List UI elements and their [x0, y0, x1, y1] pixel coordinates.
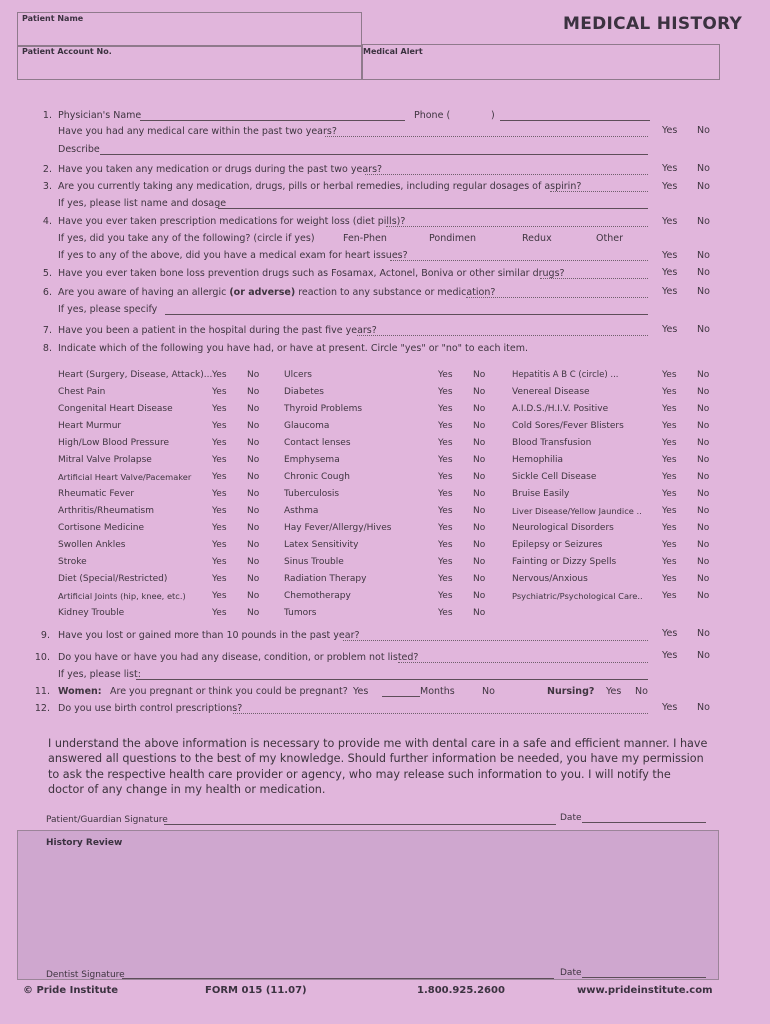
q12-yes[interactable]: Yes [662, 702, 678, 713]
q7-text: Have you been a patient in the hospital during the past five years? [58, 325, 377, 336]
condition-no[interactable]: No [697, 506, 710, 516]
q6-number: 6. [42, 287, 52, 298]
q9-text: Have you lost or gained more than 10 pounds in the past year? [58, 630, 360, 641]
condition-no[interactable]: No [473, 557, 486, 567]
condition-label: Nervous/Anxious [512, 574, 588, 584]
q1-describe-label: Describe [58, 144, 100, 155]
condition-yes[interactable]: Yes [212, 557, 227, 567]
condition-yes[interactable]: Yes [438, 489, 453, 499]
condition-yes[interactable]: Yes [662, 404, 677, 414]
q5-leader [540, 278, 648, 279]
q3-sub: If yes, please list name and dosage [58, 198, 227, 209]
condition-yes[interactable]: Yes [438, 472, 453, 482]
condition-no[interactable]: No [697, 438, 710, 448]
condition-yes[interactable]: Yes [212, 489, 227, 499]
condition-no[interactable]: No [697, 489, 710, 499]
q7-leader [357, 335, 648, 336]
condition-no[interactable]: No [473, 608, 486, 618]
q4-no[interactable]: No [697, 216, 710, 227]
condition-no[interactable]: No [247, 472, 260, 482]
condition-yes[interactable]: Yes [662, 523, 677, 533]
q4-text: Have you ever taken prescription medications for weight loss (diet pills)? [58, 216, 406, 227]
condition-label: Heart (Surgery, Disease, Attack)... [58, 370, 213, 380]
q9-no[interactable]: No [697, 628, 710, 639]
consent-paragraph: I understand the above information is necessary to provide me with dental care in a safe and efficient manner. I have answered all questions to the best of my knowledge. Should further information be needed, you have my permission to ask the respective health care provider or agency, who may release such information to you. I will notify the doctor of any change in my health or medication. [48, 737, 708, 797]
condition-yes[interactable]: Yes [438, 387, 453, 397]
condition-no[interactable]: No [473, 489, 486, 499]
condition-no[interactable]: No [473, 455, 486, 465]
condition-label: Sickle Cell Disease [512, 472, 597, 482]
condition-yes[interactable]: Yes [438, 421, 453, 431]
q8-number: 8. [42, 343, 52, 354]
condition-no[interactable]: No [473, 574, 486, 584]
footer-brand: © Pride Institute [23, 985, 119, 996]
q10-leader [398, 662, 648, 663]
form-title: MEDICAL HISTORY [563, 14, 743, 34]
review-date-field[interactable] [582, 977, 706, 978]
condition-label: Venereal Disease [512, 387, 590, 397]
condition-label: Blood Transfusion [512, 438, 592, 448]
q5-yes[interactable]: Yes [662, 267, 678, 278]
q4-option-other[interactable]: Other [596, 233, 623, 244]
patient-account-label: Patient Account No. [22, 47, 112, 56]
condition-label: Tuberculosis [284, 489, 340, 499]
q1-text: Have you had any medical care within the past two years? [58, 126, 337, 137]
q2-yes[interactable]: Yes [662, 163, 678, 174]
condition-no[interactable]: No [247, 557, 260, 567]
condition-yes[interactable]: Yes [212, 421, 227, 431]
condition-no[interactable]: No [247, 455, 260, 465]
q6-specify-field[interactable] [165, 314, 648, 315]
condition-label: Sinus Trouble [284, 557, 344, 567]
q11-no[interactable]: No [482, 686, 495, 697]
q1-leader [325, 136, 648, 137]
history-review-box[interactable] [17, 830, 719, 980]
condition-yes[interactable]: Yes [662, 438, 677, 448]
condition-yes[interactable]: Yes [662, 540, 677, 550]
condition-yes[interactable]: Yes [438, 506, 453, 516]
condition-no[interactable]: No [473, 591, 486, 601]
condition-label: Liver Disease/Yellow Jaundice .. [512, 506, 642, 516]
condition-label: High/Low Blood Pressure [58, 438, 169, 448]
condition-yes[interactable]: Yes [438, 540, 453, 550]
condition-no[interactable]: No [697, 574, 710, 584]
q11-months-field[interactable] [382, 696, 420, 697]
q12-number: 12. [34, 703, 50, 714]
q11-nursing-yes[interactable]: Yes [606, 686, 622, 697]
condition-label: Psychiatric/Psychological Care.. [512, 591, 643, 601]
q2-text: Have you taken any medication or drugs during the past two years? [58, 164, 383, 175]
q5-no[interactable]: No [697, 267, 710, 278]
q10-list-field[interactable] [136, 679, 648, 680]
history-review-title: History Review [46, 838, 123, 848]
signature-field[interactable] [164, 824, 556, 825]
condition-no[interactable]: No [473, 523, 486, 533]
condition-label: A.I.D.S./H.I.V. Positive [512, 404, 609, 414]
date-field[interactable] [582, 822, 706, 823]
condition-no[interactable]: No [473, 506, 486, 516]
condition-label: Cold Sores/Fever Blisters [512, 421, 624, 431]
condition-label: Arthritis/Rheumatism [58, 506, 155, 516]
condition-yes[interactable]: Yes [212, 472, 227, 482]
q4-sub2-no[interactable]: No [697, 250, 710, 261]
q4-sub2-leader [390, 260, 648, 261]
q4-number: 4. [42, 216, 52, 227]
q4-option-pondimen[interactable]: Pondimen [429, 233, 477, 244]
condition-no[interactable]: No [247, 540, 260, 550]
condition-label: Swollen Ankles [58, 540, 126, 550]
condition-label: Tumors [284, 608, 317, 618]
condition-yes[interactable]: Yes [212, 523, 227, 533]
condition-yes[interactable]: Yes [662, 557, 677, 567]
q2-number: 2. [42, 164, 52, 175]
condition-label: Chest Pain [58, 387, 106, 397]
q11-nursing-no[interactable]: No [635, 686, 648, 697]
condition-yes[interactable]: Yes [662, 387, 677, 397]
q7-yes[interactable]: Yes [662, 324, 678, 335]
condition-no[interactable]: No [247, 523, 260, 533]
condition-no[interactable]: No [247, 591, 260, 601]
dentist-signature-field[interactable] [122, 978, 554, 979]
q3-no[interactable]: No [697, 181, 710, 192]
condition-yes[interactable]: Yes [662, 455, 677, 465]
q4-option-redux[interactable]: Redux [522, 233, 552, 244]
condition-no[interactable]: No [247, 404, 260, 414]
condition-no[interactable]: No [697, 370, 710, 380]
q8-text: Indicate which of the following you have had, or have at present. Circle "yes" or "no" to each item. [58, 343, 529, 354]
q6-no[interactable]: No [697, 286, 710, 297]
condition-yes[interactable]: Yes [212, 608, 227, 618]
condition-label: Ulcers [284, 370, 312, 380]
condition-label: Kidney Trouble [58, 608, 125, 618]
q5-number: 5. [42, 268, 52, 279]
q11-nursing: Nursing? [547, 686, 595, 697]
condition-no[interactable]: No [247, 608, 260, 618]
condition-no[interactable]: No [247, 370, 260, 380]
condition-label: Latex Sensitivity [284, 540, 359, 550]
q3-yes[interactable]: Yes [662, 181, 678, 192]
condition-yes[interactable]: Yes [662, 591, 677, 601]
condition-yes[interactable]: Yes [438, 557, 453, 567]
q3-text: Are you currently taking any medication, drugs, pills or herbal remedies, including regular dosages of aspirin? [58, 181, 582, 192]
condition-yes[interactable]: Yes [438, 591, 453, 601]
q10-number: 10. [34, 652, 50, 663]
condition-yes[interactable]: Yes [212, 370, 227, 380]
q11-text: Are you pregnant or think you could be pregnant? [110, 686, 348, 697]
condition-label: Chronic Cough [284, 472, 350, 482]
condition-no[interactable]: No [697, 421, 710, 431]
condition-yes[interactable]: Yes [662, 472, 677, 482]
condition-yes[interactable]: Yes [212, 455, 227, 465]
q4-option-fenphen[interactable]: Fen-Phen [343, 233, 387, 244]
condition-yes[interactable]: Yes [212, 506, 227, 516]
condition-no[interactable]: No [697, 404, 710, 414]
condition-yes[interactable]: Yes [212, 404, 227, 414]
dentist-signature-label: Dentist Signature [46, 970, 125, 980]
condition-yes[interactable]: Yes [438, 608, 453, 618]
q4-yes[interactable]: Yes [662, 216, 678, 227]
patient-name-label: Patient Name [22, 14, 84, 23]
q6-leader [466, 297, 648, 298]
q12-leader [233, 713, 648, 714]
condition-yes[interactable]: Yes [212, 540, 227, 550]
q10-no[interactable]: No [697, 650, 710, 661]
physician-name-field[interactable] [140, 120, 405, 121]
q4-sub2-yes[interactable]: Yes [662, 250, 678, 261]
condition-label: Cortisone Medicine [58, 523, 145, 533]
q7-no[interactable]: No [697, 324, 710, 335]
footer-phone: 1.800.925.2600 [417, 985, 505, 996]
q3-leader [550, 191, 648, 192]
q4-sub1: If yes, did you take any of the following? (circle if yes) [58, 233, 315, 244]
condition-label: Mitral Valve Prolapse [58, 455, 152, 465]
phone-label: Phone ( [414, 110, 451, 121]
condition-no[interactable]: No [473, 438, 486, 448]
q6-text: Are you aware of having an allergic (or adverse) reaction to any substance or medication? [58, 287, 496, 298]
condition-label: Neurological Disorders [512, 523, 614, 533]
signature-label: Patient/Guardian Signature [46, 815, 168, 825]
condition-label: Hepatitis A B C (circle) ... [512, 370, 619, 380]
q2-no[interactable]: No [697, 163, 710, 174]
condition-yes[interactable]: Yes [662, 506, 677, 516]
condition-yes[interactable]: Yes [438, 455, 453, 465]
condition-yes[interactable]: Yes [662, 489, 677, 499]
condition-label: Glaucoma [284, 421, 330, 431]
q12-no[interactable]: No [697, 702, 710, 713]
condition-no[interactable]: No [473, 421, 486, 431]
condition-yes[interactable]: Yes [212, 591, 227, 601]
q4-sub2: If yes to any of the above, did you have a medical exam for heart issues? [58, 250, 408, 261]
condition-yes[interactable]: Yes [438, 574, 453, 584]
q11-months: Months [420, 686, 455, 697]
review-date-label: Date [560, 968, 582, 978]
phone-field[interactable] [500, 120, 650, 121]
q3-number: 3. [42, 181, 52, 192]
footer-website: www.prideinstitute.com [577, 985, 713, 996]
q9-leader [343, 640, 648, 641]
condition-yes[interactable]: Yes [438, 438, 453, 448]
condition-yes[interactable]: Yes [212, 574, 227, 584]
condition-label: Fainting or Dizzy Spells [512, 557, 617, 567]
q9-number: 9. [40, 630, 50, 641]
condition-no[interactable]: No [247, 438, 260, 448]
q11-yes[interactable]: Yes [353, 686, 369, 697]
q9-yes[interactable]: Yes [662, 628, 678, 639]
condition-no[interactable]: No [247, 387, 260, 397]
q6-sub: If yes, please specify [58, 304, 158, 315]
condition-yes[interactable]: Yes [212, 387, 227, 397]
date-label: Date [560, 813, 582, 823]
condition-no[interactable]: No [473, 387, 486, 397]
condition-label: Stroke [58, 557, 87, 567]
condition-yes[interactable]: Yes [212, 438, 227, 448]
condition-label: Rheumatic Fever [58, 489, 135, 499]
q10-sub: If yes, please list: [58, 669, 141, 680]
condition-no[interactable]: No [697, 540, 710, 550]
condition-no[interactable]: No [473, 404, 486, 414]
medical-alert-label: Medical Alert [363, 47, 423, 56]
condition-no[interactable]: No [473, 370, 486, 380]
q11-women: Women: [58, 686, 102, 697]
condition-no[interactable]: No [697, 591, 710, 601]
condition-label: Emphysema [284, 455, 340, 465]
q11-number: 11. [34, 686, 50, 697]
q1-number: 1. [42, 110, 52, 121]
condition-no[interactable]: No [697, 557, 710, 567]
condition-yes[interactable]: Yes [438, 370, 453, 380]
q6-yes[interactable]: Yes [662, 286, 678, 297]
condition-label: Chemotherapy [284, 591, 351, 601]
condition-label: Thyroid Problems [284, 404, 363, 414]
condition-label: Radiation Therapy [284, 574, 367, 584]
footer-form-number: FORM 015 (11.07) [205, 985, 307, 996]
condition-no[interactable]: No [473, 472, 486, 482]
condition-no[interactable]: No [473, 540, 486, 550]
q10-yes[interactable]: Yes [662, 650, 678, 661]
q5-text: Have you ever taken bone loss prevention drugs such as Fosamax, Actonel, Boniva or other similar drugs? [58, 268, 565, 279]
q1-yes[interactable]: Yes [662, 125, 678, 136]
condition-yes[interactable]: Yes [662, 370, 677, 380]
physician-name-label: Physician's Name [58, 110, 142, 121]
condition-label: Bruise Easily [512, 489, 570, 499]
condition-label: Diet (Special/Restricted) [58, 574, 168, 584]
q1-no[interactable]: No [697, 125, 710, 136]
condition-no[interactable]: No [247, 574, 260, 584]
condition-no[interactable]: No [697, 387, 710, 397]
q10-text: Do you have or have you had any disease, condition, or problem not listed? [58, 652, 419, 663]
condition-yes[interactable]: Yes [438, 404, 453, 414]
condition-no[interactable]: No [247, 421, 260, 431]
condition-yes[interactable]: Yes [662, 574, 677, 584]
condition-no[interactable]: No [697, 455, 710, 465]
q7-number: 7. [42, 325, 52, 336]
condition-no[interactable]: No [697, 472, 710, 482]
condition-label: Asthma [284, 506, 319, 516]
condition-label: Hemophilia [512, 455, 564, 465]
phone-close: ) [491, 110, 495, 121]
condition-yes[interactable]: Yes [438, 523, 453, 533]
q12-text: Do you use birth control prescriptions? [58, 703, 243, 714]
condition-no[interactable]: No [247, 489, 260, 499]
condition-label: Epilepsy or Seizures [512, 540, 603, 550]
condition-label: Artificial Heart Valve/Pacemaker [58, 472, 192, 482]
condition-no[interactable]: No [697, 523, 710, 533]
condition-label: Contact lenses [284, 438, 351, 448]
q2-leader [365, 174, 648, 175]
q1-describe-field[interactable] [100, 154, 648, 155]
condition-label: Hay Fever/Allergy/Hives [284, 523, 392, 533]
condition-label: Artificial Joints (hip, knee, etc.) [58, 591, 186, 601]
condition-yes[interactable]: Yes [662, 421, 677, 431]
condition-label: Congenital Heart Disease [58, 404, 173, 414]
condition-label: Diabetes [284, 387, 324, 397]
condition-no[interactable]: No [247, 506, 260, 516]
q3-list-field[interactable] [218, 208, 648, 209]
q4-leader [386, 226, 648, 227]
condition-label: Heart Murmur [58, 421, 122, 431]
